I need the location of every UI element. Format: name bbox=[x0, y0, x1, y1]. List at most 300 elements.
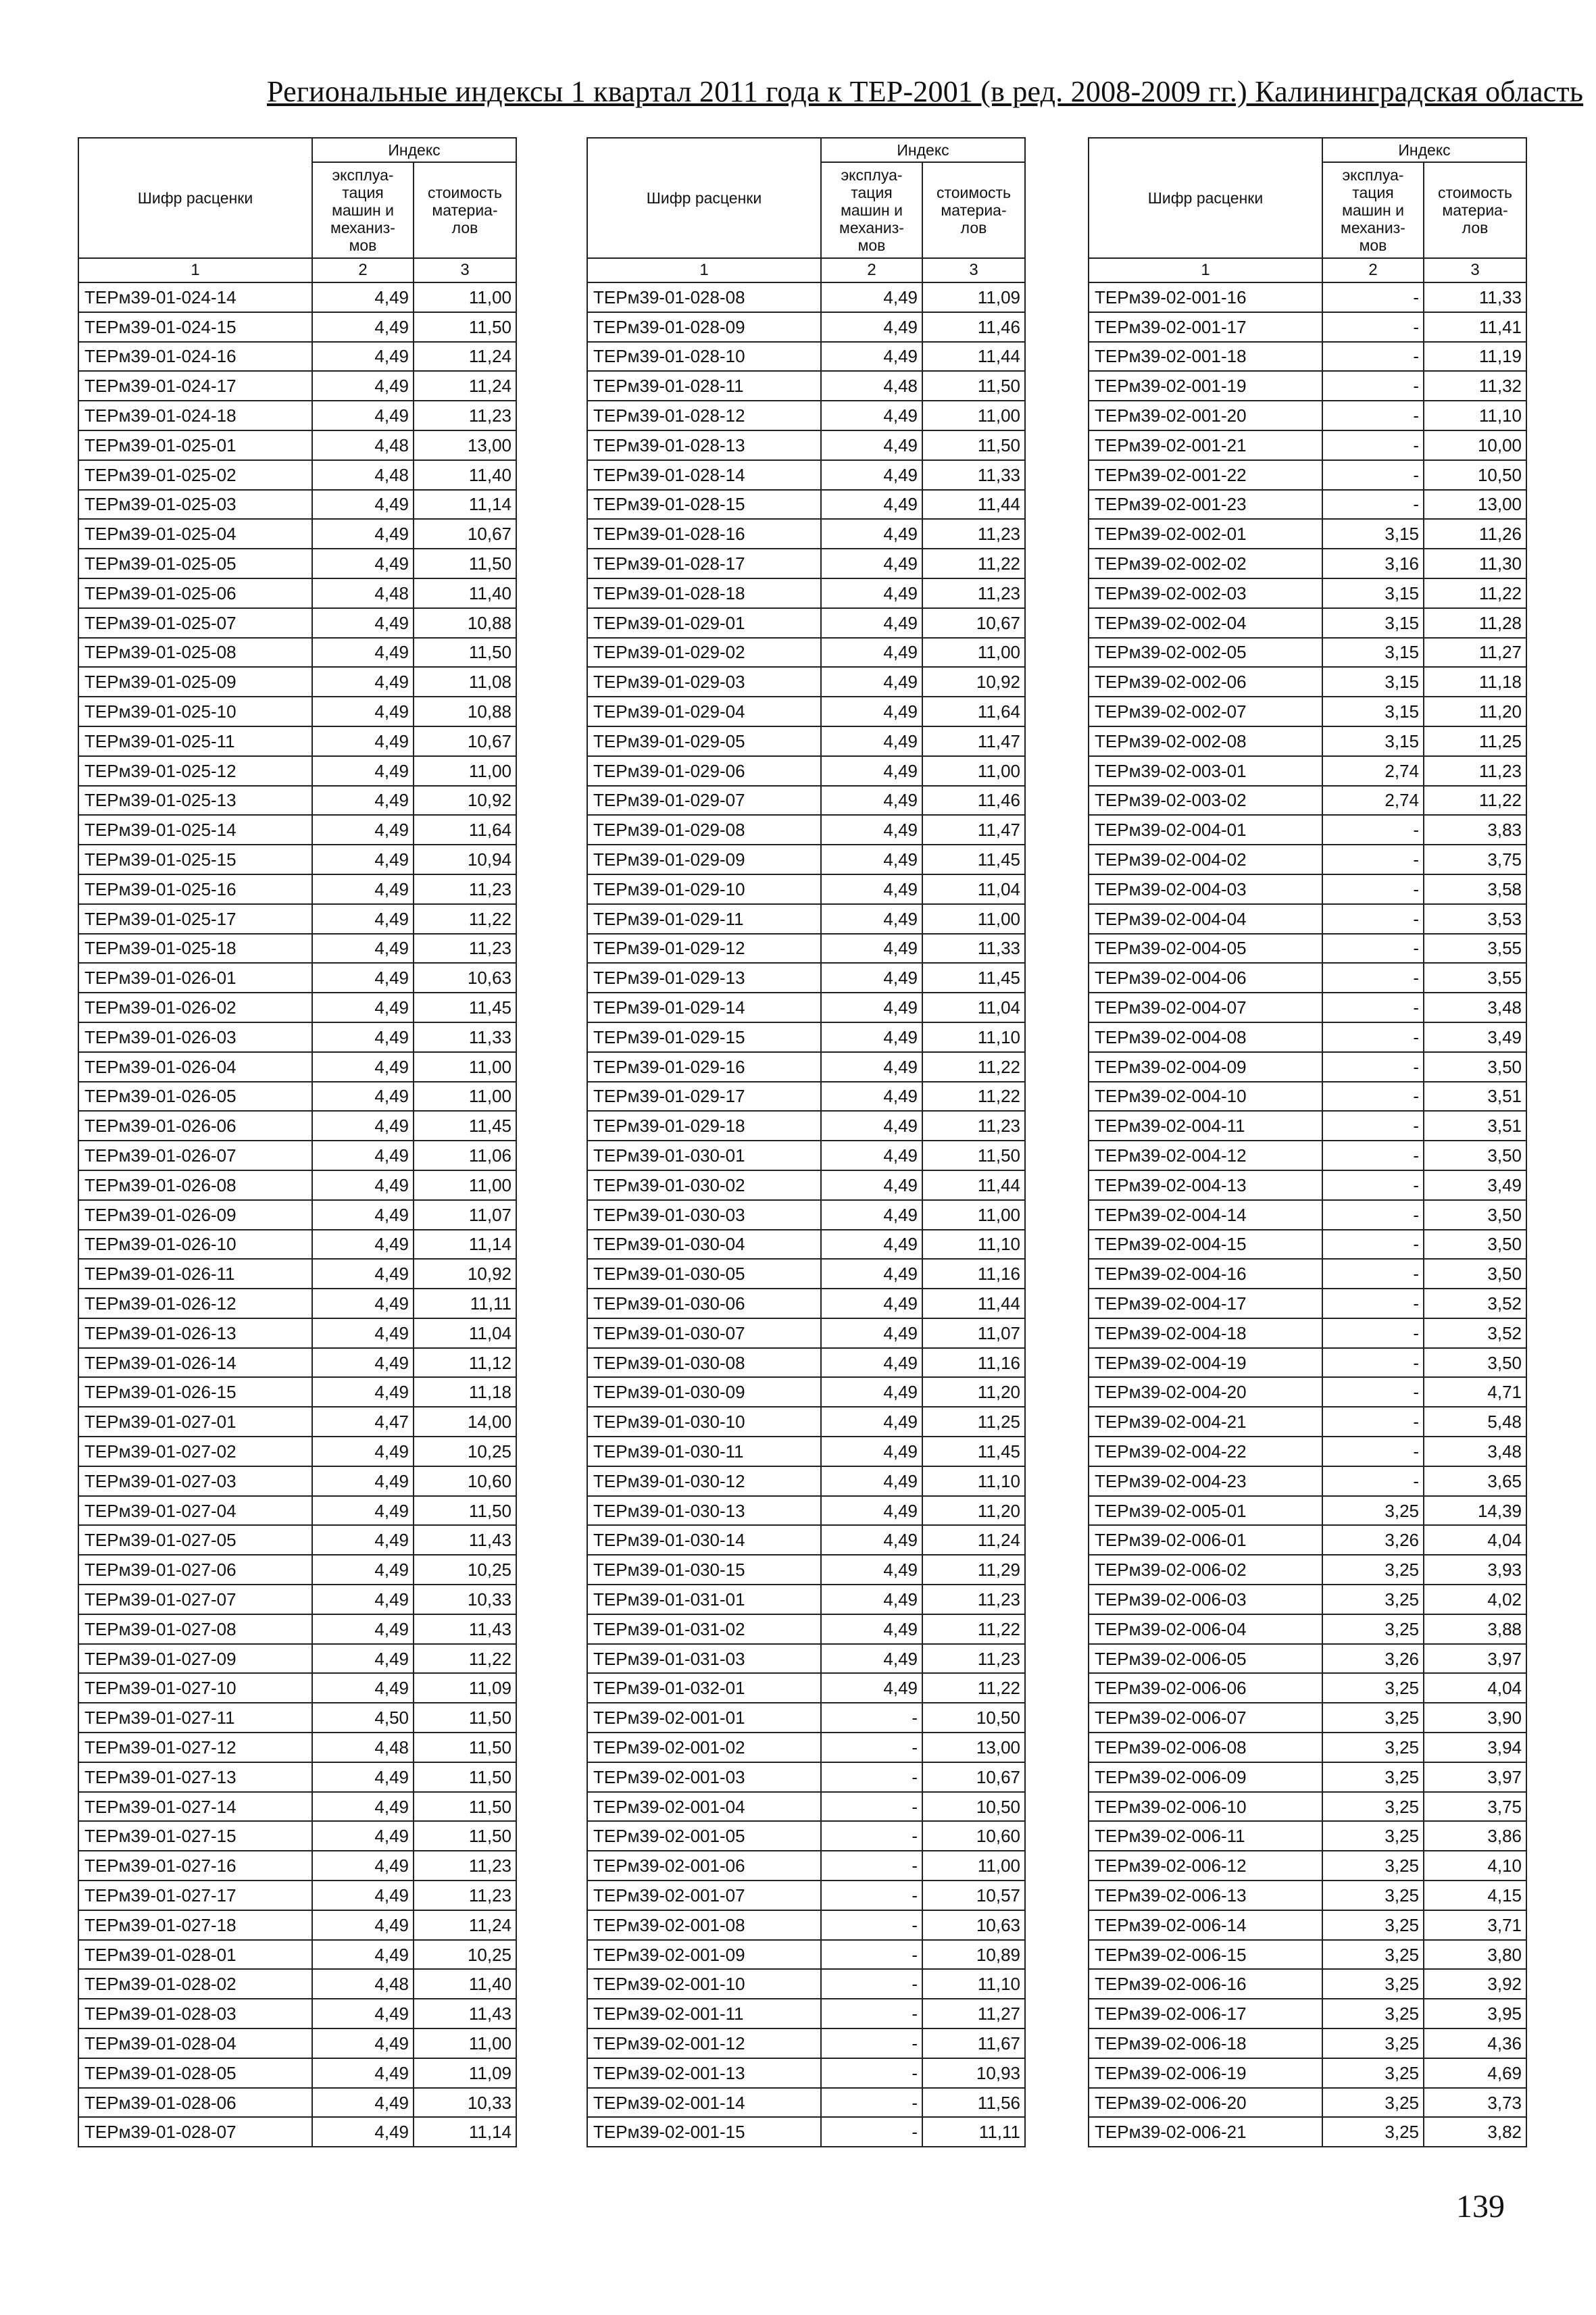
table-row bbox=[1089, 1200, 1526, 1230]
materials-index-cell: 11,27 bbox=[922, 1999, 1025, 2028]
machines-index-cell: - bbox=[1322, 490, 1424, 520]
rate-code-cell: ТЕРм39-02-004-15 bbox=[1089, 1230, 1322, 1260]
rate-code-cell: ТЕРм39-02-001-22 bbox=[1089, 460, 1322, 490]
machines-index-cell: 3,15 bbox=[1322, 578, 1424, 608]
materials-index-cell: 11,47 bbox=[922, 726, 1025, 756]
materials-index-cell: 10,60 bbox=[414, 1466, 516, 1496]
rate-code-cell: ТЕРм39-02-001-13 bbox=[587, 2058, 821, 2088]
rate-code-cell: ТЕРм39-01-030-09 bbox=[587, 1377, 821, 1407]
machines-index-cell: - bbox=[1322, 963, 1424, 993]
materials-index-cell: 11,32 bbox=[1424, 371, 1526, 401]
machines-index-cell: 4,49 bbox=[312, 1525, 414, 1555]
machines-index-cell: 4,49 bbox=[312, 549, 414, 578]
rate-code-cell: ТЕРм39-02-001-14 bbox=[587, 2088, 821, 2118]
rate-code-cell: ТЕРм39-01-025-04 bbox=[78, 519, 312, 549]
machines-index-cell: 4,49 bbox=[821, 1082, 922, 1112]
rate-code-cell: ТЕРм39-01-027-15 bbox=[78, 1821, 312, 1851]
header-code: Шифр расценки bbox=[78, 138, 312, 258]
materials-index-cell: 11,10 bbox=[922, 1230, 1025, 1260]
materials-index-cell: 3,65 bbox=[1424, 1466, 1526, 1496]
table-row bbox=[587, 1555, 1025, 1585]
rate-code-cell: ТЕРм39-01-024-15 bbox=[78, 312, 312, 342]
materials-index-cell: 11,25 bbox=[922, 1407, 1025, 1437]
machines-index-cell: 4,49 bbox=[821, 490, 922, 520]
table-row bbox=[1089, 1170, 1526, 1200]
rate-code-cell: ТЕРм39-01-026-08 bbox=[78, 1170, 312, 1200]
table-row bbox=[587, 904, 1025, 934]
table-row bbox=[78, 1170, 516, 1200]
materials-index-cell: 4,10 bbox=[1424, 1851, 1526, 1881]
materials-index-cell: 3,75 bbox=[1424, 1792, 1526, 1822]
machines-index-cell: 3,25 bbox=[1322, 1792, 1424, 1822]
table-row bbox=[587, 1170, 1025, 1200]
rate-code-cell: ТЕРм39-02-005-01 bbox=[1089, 1496, 1322, 1526]
table-row bbox=[78, 1111, 516, 1141]
materials-index-cell: 11,23 bbox=[922, 519, 1025, 549]
table-row bbox=[587, 1141, 1025, 1170]
machines-index-cell: 4,49 bbox=[821, 1644, 922, 1674]
rate-code-cell: ТЕРм39-02-001-18 bbox=[1089, 342, 1322, 372]
rate-code-cell: ТЕРм39-01-029-10 bbox=[587, 874, 821, 904]
rate-code-cell: ТЕРм39-01-031-02 bbox=[587, 1614, 821, 1644]
rate-code-cell: ТЕРм39-02-006-09 bbox=[1089, 1762, 1322, 1792]
materials-index-cell: 11,50 bbox=[922, 371, 1025, 401]
rate-code-cell: ТЕРм39-01-027-12 bbox=[78, 1733, 312, 1762]
machines-index-cell: 4,49 bbox=[821, 1348, 922, 1378]
materials-index-cell: 10,89 bbox=[922, 1940, 1025, 1970]
machines-index-cell: 4,49 bbox=[821, 1466, 922, 1496]
table-row bbox=[587, 993, 1025, 1022]
materials-index-cell: 11,27 bbox=[1424, 638, 1526, 668]
materials-index-cell: 10,57 bbox=[922, 1881, 1025, 1910]
materials-index-cell: 11,14 bbox=[414, 2117, 516, 2147]
machines-index-cell: 4,49 bbox=[821, 1141, 922, 1170]
table-row bbox=[78, 1910, 516, 1940]
machines-index-cell: 4,49 bbox=[821, 638, 922, 668]
header-index: Индекс bbox=[312, 138, 516, 162]
materials-index-cell: 3,53 bbox=[1424, 904, 1526, 934]
rate-code-cell: ТЕРм39-01-026-13 bbox=[78, 1318, 312, 1348]
materials-index-cell: 10,92 bbox=[414, 786, 516, 816]
machines-index-cell: 3,25 bbox=[1322, 1851, 1424, 1881]
table-row bbox=[587, 1111, 1025, 1141]
rate-code-cell: ТЕРм39-01-028-16 bbox=[587, 519, 821, 549]
machines-index-cell: 3,15 bbox=[1322, 519, 1424, 549]
materials-index-cell: 11,00 bbox=[922, 638, 1025, 668]
machines-index-cell: 4,49 bbox=[821, 1259, 922, 1289]
table-row bbox=[587, 2058, 1025, 2088]
machines-index-cell: - bbox=[1322, 1466, 1424, 1496]
machines-index-cell: - bbox=[1322, 460, 1424, 490]
materials-index-cell: 11,23 bbox=[1424, 756, 1526, 786]
materials-index-cell: 3,95 bbox=[1424, 1999, 1526, 2028]
machines-index-cell: 4,49 bbox=[312, 815, 414, 845]
materials-index-cell: 11,24 bbox=[922, 1525, 1025, 1555]
rate-code-cell: ТЕРм39-01-028-06 bbox=[78, 2088, 312, 2118]
table-row bbox=[587, 519, 1025, 549]
materials-index-cell: 11,64 bbox=[922, 697, 1025, 726]
machines-index-cell: - bbox=[821, 1733, 922, 1762]
rate-code-cell: ТЕРм39-02-001-07 bbox=[587, 1881, 821, 1910]
machines-index-cell: 3,25 bbox=[1322, 1940, 1424, 1970]
machines-index-cell: 4,49 bbox=[312, 1881, 414, 1910]
rate-code-cell: ТЕРм39-01-025-16 bbox=[78, 874, 312, 904]
table-row bbox=[587, 1318, 1025, 1348]
rate-code-cell: ТЕРм39-01-029-07 bbox=[587, 786, 821, 816]
machines-index-cell: 3,15 bbox=[1322, 697, 1424, 726]
machines-index-cell: 4,49 bbox=[312, 1466, 414, 1496]
machines-index-cell: 4,49 bbox=[312, 1022, 414, 1052]
machines-index-cell: 4,49 bbox=[312, 874, 414, 904]
machines-index-cell: 4,49 bbox=[312, 638, 414, 668]
rate-code-cell: ТЕРм39-01-029-01 bbox=[587, 608, 821, 638]
machines-index-cell: 4,49 bbox=[312, 1673, 414, 1703]
table-row bbox=[1089, 549, 1526, 578]
table-row bbox=[587, 1082, 1025, 1112]
materials-index-cell: 11,22 bbox=[1424, 786, 1526, 816]
materials-index-cell: 11,22 bbox=[414, 904, 516, 934]
table-row bbox=[587, 638, 1025, 668]
rate-code-cell: ТЕРм39-02-001-15 bbox=[587, 2117, 821, 2147]
materials-index-cell: 11,23 bbox=[922, 1644, 1025, 1674]
machines-index-cell: 4,49 bbox=[821, 1585, 922, 1614]
rate-code-cell: ТЕРм39-02-006-13 bbox=[1089, 1881, 1322, 1910]
rate-code-cell: ТЕРм39-02-006-18 bbox=[1089, 2028, 1322, 2058]
machines-index-cell: 4,49 bbox=[821, 697, 922, 726]
rate-code-cell: ТЕРм39-01-029-12 bbox=[587, 934, 821, 964]
rate-code-cell: ТЕРм39-02-004-10 bbox=[1089, 1082, 1322, 1112]
table-row bbox=[78, 1052, 516, 1082]
rate-code-cell: ТЕРм39-02-004-13 bbox=[1089, 1170, 1322, 1200]
table-row bbox=[587, 697, 1025, 726]
materials-index-cell: 11,50 bbox=[414, 312, 516, 342]
materials-index-cell: 11,44 bbox=[922, 1170, 1025, 1200]
machines-index-cell: 4,49 bbox=[821, 1555, 922, 1585]
materials-index-cell: 11,45 bbox=[414, 993, 516, 1022]
table-row bbox=[587, 1437, 1025, 1466]
machines-index-cell: 4,49 bbox=[312, 1230, 414, 1260]
machines-index-cell: 4,49 bbox=[821, 1377, 922, 1407]
table-row bbox=[1089, 1111, 1526, 1141]
table-row bbox=[587, 1377, 1025, 1407]
rate-code-cell: ТЕРм39-01-026-12 bbox=[78, 1289, 312, 1318]
machines-index-cell: 4,48 bbox=[312, 460, 414, 490]
table-row bbox=[1089, 1437, 1526, 1466]
table-row bbox=[1089, 1644, 1526, 1674]
table-row bbox=[78, 342, 516, 372]
materials-index-cell: 11,41 bbox=[1424, 312, 1526, 342]
table-row bbox=[1089, 697, 1526, 726]
machines-index-cell: 4,49 bbox=[821, 934, 922, 964]
materials-index-cell: 11,45 bbox=[414, 1111, 516, 1141]
materials-index-cell: 11,23 bbox=[922, 1111, 1025, 1141]
rate-code-cell: ТЕРм39-02-006-14 bbox=[1089, 1910, 1322, 1940]
table-row bbox=[78, 963, 516, 993]
rate-code-cell: ТЕРм39-02-001-20 bbox=[1089, 401, 1322, 430]
rate-code-cell: ТЕРм39-02-006-12 bbox=[1089, 1851, 1322, 1881]
machines-index-cell: 4,49 bbox=[821, 342, 922, 372]
machines-index-cell: 3,26 bbox=[1322, 1525, 1424, 1555]
table-row bbox=[78, 1673, 516, 1703]
rate-code-cell: ТЕРм39-01-025-12 bbox=[78, 756, 312, 786]
table-row bbox=[587, 490, 1025, 520]
materials-index-cell: 11,00 bbox=[922, 1851, 1025, 1881]
materials-index-cell: 11,22 bbox=[922, 1052, 1025, 1082]
materials-index-cell: 11,45 bbox=[922, 1437, 1025, 1466]
table-row bbox=[587, 460, 1025, 490]
machines-index-cell: 3,25 bbox=[1322, 1673, 1424, 1703]
materials-index-cell: 11,18 bbox=[414, 1377, 516, 1407]
rate-code-cell: ТЕРм39-02-004-05 bbox=[1089, 934, 1322, 964]
table-row bbox=[78, 1585, 516, 1614]
rate-code-cell: ТЕРм39-02-004-03 bbox=[1089, 874, 1322, 904]
materials-index-cell: 3,50 bbox=[1424, 1348, 1526, 1378]
machines-index-cell: 4,49 bbox=[312, 1437, 414, 1466]
materials-index-cell: 11,10 bbox=[922, 1022, 1025, 1052]
table-row bbox=[1089, 726, 1526, 756]
machines-index-cell: 4,49 bbox=[312, 1792, 414, 1822]
rate-code-cell: ТЕРм39-01-027-11 bbox=[78, 1703, 312, 1733]
rate-code-cell: ТЕРм39-01-025-06 bbox=[78, 578, 312, 608]
rate-code-cell: ТЕРм39-01-030-05 bbox=[587, 1259, 821, 1289]
materials-index-cell: 5,48 bbox=[1424, 1407, 1526, 1437]
machines-index-cell: 4,49 bbox=[312, 2058, 414, 2088]
table-row bbox=[1089, 342, 1526, 372]
machines-index-cell: 4,48 bbox=[821, 371, 922, 401]
table-row bbox=[587, 1733, 1025, 1762]
materials-index-cell: 11,33 bbox=[1424, 282, 1526, 312]
rate-code-cell: ТЕРм39-01-024-16 bbox=[78, 342, 312, 372]
table-row bbox=[587, 371, 1025, 401]
machines-index-cell: 4,49 bbox=[312, 1496, 414, 1526]
materials-index-cell: 10,67 bbox=[414, 726, 516, 756]
table-row bbox=[1089, 1259, 1526, 1289]
table-row bbox=[78, 667, 516, 697]
table-row bbox=[1089, 1348, 1526, 1378]
table-row bbox=[1089, 874, 1526, 904]
machines-index-cell: 4,49 bbox=[312, 1821, 414, 1851]
table-body bbox=[1089, 282, 1526, 2147]
table-row bbox=[78, 638, 516, 668]
table-row bbox=[1089, 2028, 1526, 2058]
rate-code-cell: ТЕРм39-01-026-01 bbox=[78, 963, 312, 993]
materials-index-cell: 10,50 bbox=[922, 1703, 1025, 1733]
rate-code-cell: ТЕРм39-02-001-08 bbox=[587, 1910, 821, 1940]
rate-code-cell: ТЕРм39-02-004-21 bbox=[1089, 1407, 1322, 1437]
table-row bbox=[1089, 1466, 1526, 1496]
materials-index-cell: 13,00 bbox=[922, 1733, 1025, 1762]
machines-index-cell: - bbox=[821, 1940, 922, 1970]
rate-code-cell: ТЕРм39-01-027-17 bbox=[78, 1881, 312, 1910]
table-row bbox=[587, 401, 1025, 430]
machines-index-cell: 4,49 bbox=[312, 1259, 414, 1289]
materials-index-cell: 11,00 bbox=[414, 2028, 516, 2058]
rate-code-cell: ТЕРм39-01-024-18 bbox=[78, 401, 312, 430]
machines-index-cell: 4,49 bbox=[821, 874, 922, 904]
materials-index-cell: 11,04 bbox=[414, 1318, 516, 1348]
rate-code-cell: ТЕРм39-02-002-07 bbox=[1089, 697, 1322, 726]
table-row bbox=[1089, 2117, 1526, 2147]
materials-index-cell: 3,51 bbox=[1424, 1082, 1526, 1112]
table-row bbox=[78, 1881, 516, 1910]
table-row bbox=[587, 1230, 1025, 1260]
materials-index-cell: 11,40 bbox=[414, 1969, 516, 1999]
materials-index-cell: 11,40 bbox=[414, 460, 516, 490]
rate-code-cell: ТЕРм39-01-030-03 bbox=[587, 1200, 821, 1230]
materials-index-cell: 11,00 bbox=[414, 756, 516, 786]
table-row bbox=[1089, 1792, 1526, 1822]
machines-index-cell: 3,25 bbox=[1322, 1496, 1424, 1526]
materials-index-cell: 3,52 bbox=[1424, 1289, 1526, 1318]
rate-code-cell: ТЕРм39-01-028-02 bbox=[78, 1969, 312, 1999]
machines-index-cell: - bbox=[1322, 1348, 1424, 1378]
machines-index-cell: 4,49 bbox=[821, 430, 922, 460]
materials-index-cell: 11,19 bbox=[1424, 342, 1526, 372]
rate-code-cell: ТЕРм39-01-030-10 bbox=[587, 1407, 821, 1437]
table-row bbox=[587, 963, 1025, 993]
rate-code-cell: ТЕРм39-01-028-11 bbox=[587, 371, 821, 401]
materials-index-cell: 11,08 bbox=[414, 667, 516, 697]
machines-index-cell: - bbox=[821, 1703, 922, 1733]
rate-code-cell: ТЕРм39-01-027-07 bbox=[78, 1585, 312, 1614]
rate-code-cell: ТЕРм39-01-029-18 bbox=[587, 1111, 821, 1141]
machines-index-cell: 4,49 bbox=[821, 519, 922, 549]
machines-index-cell: 3,25 bbox=[1322, 1733, 1424, 1762]
header-code: Шифр расценки bbox=[587, 138, 821, 258]
machines-index-cell: 3,15 bbox=[1322, 608, 1424, 638]
materials-index-cell: 10,92 bbox=[922, 667, 1025, 697]
materials-index-cell: 3,58 bbox=[1424, 874, 1526, 904]
materials-index-cell: 11,16 bbox=[922, 1259, 1025, 1289]
materials-index-cell: 10,25 bbox=[414, 1555, 516, 1585]
table-row bbox=[78, 430, 516, 460]
rate-code-cell: ТЕРм39-02-006-19 bbox=[1089, 2058, 1322, 2088]
machines-index-cell: 4,49 bbox=[312, 1585, 414, 1614]
materials-index-cell: 11,11 bbox=[922, 2117, 1025, 2147]
materials-index-cell: 3,50 bbox=[1424, 1259, 1526, 1289]
table-row bbox=[587, 1348, 1025, 1378]
machines-index-cell: 4,49 bbox=[312, 786, 414, 816]
index-table-3 bbox=[1088, 137, 1527, 2147]
materials-index-cell: 11,00 bbox=[922, 904, 1025, 934]
table-row bbox=[587, 1792, 1025, 1822]
table-row bbox=[78, 371, 516, 401]
machines-index-cell: 4,49 bbox=[821, 282, 922, 312]
rate-code-cell: ТЕРм39-02-006-10 bbox=[1089, 1792, 1322, 1822]
rate-code-cell: ТЕРм39-01-027-04 bbox=[78, 1496, 312, 1526]
table-row bbox=[587, 549, 1025, 578]
machines-index-cell: 4,49 bbox=[312, 371, 414, 401]
materials-index-cell: 3,50 bbox=[1424, 1200, 1526, 1230]
rate-code-cell: ТЕРм39-01-028-10 bbox=[587, 342, 821, 372]
machines-index-cell: - bbox=[821, 1910, 922, 1940]
machines-index-cell: - bbox=[821, 2058, 922, 2088]
machines-index-cell: - bbox=[1322, 874, 1424, 904]
machines-index-cell: 4,49 bbox=[312, 1940, 414, 1970]
machines-index-cell: - bbox=[1322, 401, 1424, 430]
rate-code-cell: ТЕРм39-02-004-11 bbox=[1089, 1111, 1322, 1141]
table-row bbox=[78, 1851, 516, 1881]
rate-code-cell: ТЕРм39-01-025-07 bbox=[78, 608, 312, 638]
table-row bbox=[78, 1821, 516, 1851]
machines-index-cell: 4,49 bbox=[821, 549, 922, 578]
machines-index-cell: 3,25 bbox=[1322, 1555, 1424, 1585]
rate-code-cell: ТЕРм39-02-002-03 bbox=[1089, 578, 1322, 608]
machines-index-cell: 4,49 bbox=[821, 1407, 922, 1437]
table-row bbox=[1089, 519, 1526, 549]
rate-code-cell: ТЕРм39-01-032-01 bbox=[587, 1673, 821, 1703]
materials-index-cell: 10,67 bbox=[922, 608, 1025, 638]
table-row bbox=[1089, 1673, 1526, 1703]
table-row bbox=[1089, 2058, 1526, 2088]
materials-index-cell: 10,50 bbox=[1424, 460, 1526, 490]
machines-index-cell: 4,49 bbox=[821, 1318, 922, 1348]
machines-index-cell: 4,49 bbox=[312, 1348, 414, 1378]
materials-index-cell: 3,55 bbox=[1424, 963, 1526, 993]
materials-index-cell: 11,07 bbox=[414, 1200, 516, 1230]
rate-code-cell: ТЕРм39-01-025-18 bbox=[78, 934, 312, 964]
rate-code-cell: ТЕРм39-01-027-05 bbox=[78, 1525, 312, 1555]
materials-index-cell: 11,25 bbox=[1424, 726, 1526, 756]
table-row bbox=[78, 549, 516, 578]
rate-code-cell: ТЕРм39-01-030-11 bbox=[587, 1437, 821, 1466]
rate-code-cell: ТЕРм39-01-025-17 bbox=[78, 904, 312, 934]
header-col-3: 3 bbox=[922, 258, 1025, 282]
table-row bbox=[1089, 460, 1526, 490]
table-row bbox=[78, 1614, 516, 1644]
materials-index-cell: 11,04 bbox=[922, 993, 1025, 1022]
header-index: Индекс bbox=[1322, 138, 1526, 162]
machines-index-cell: 4,49 bbox=[312, 993, 414, 1022]
table-row bbox=[1089, 1525, 1526, 1555]
header-col-1: 1 bbox=[587, 258, 821, 282]
rate-code-cell: ТЕРм39-01-026-09 bbox=[78, 1200, 312, 1230]
table-row bbox=[78, 1289, 516, 1318]
rate-code-cell: ТЕРм39-01-029-11 bbox=[587, 904, 821, 934]
machines-index-cell: 2,74 bbox=[1322, 786, 1424, 816]
materials-index-cell: 3,48 bbox=[1424, 1437, 1526, 1466]
machines-index-cell: - bbox=[1322, 993, 1424, 1022]
machines-index-cell: 4,49 bbox=[312, 756, 414, 786]
materials-index-cell: 13,00 bbox=[1424, 490, 1526, 520]
machines-index-cell: 4,49 bbox=[312, 667, 414, 697]
materials-index-cell: 11,33 bbox=[922, 934, 1025, 964]
rate-code-cell: ТЕРм39-02-004-16 bbox=[1089, 1259, 1322, 1289]
table-row bbox=[587, 1407, 1025, 1437]
machines-index-cell: 3,25 bbox=[1322, 1881, 1424, 1910]
rate-code-cell: ТЕРм39-01-028-04 bbox=[78, 2028, 312, 2058]
rate-code-cell: ТЕРм39-02-004-06 bbox=[1089, 963, 1322, 993]
rate-code-cell: ТЕРм39-01-030-01 bbox=[587, 1141, 821, 1170]
materials-index-cell: 11,18 bbox=[1424, 667, 1526, 697]
table-row bbox=[587, 786, 1025, 816]
machines-index-cell: 4,49 bbox=[312, 342, 414, 372]
rate-code-cell: ТЕРм39-02-004-02 bbox=[1089, 845, 1322, 874]
table-row bbox=[78, 1703, 516, 1733]
table-row bbox=[1089, 1969, 1526, 1999]
machines-index-cell: - bbox=[821, 1762, 922, 1792]
materials-index-cell: 11,20 bbox=[922, 1377, 1025, 1407]
machines-index-cell: 4,49 bbox=[821, 1022, 922, 1052]
rate-code-cell: ТЕРм39-02-002-05 bbox=[1089, 638, 1322, 668]
table-row bbox=[78, 1525, 516, 1555]
materials-index-cell: 10,94 bbox=[414, 845, 516, 874]
machines-index-cell: 4,49 bbox=[312, 1377, 414, 1407]
materials-index-cell: 3,52 bbox=[1424, 1318, 1526, 1348]
rate-code-cell: ТЕРм39-01-030-04 bbox=[587, 1230, 821, 1260]
materials-index-cell: 11,22 bbox=[922, 549, 1025, 578]
table-row bbox=[1089, 2088, 1526, 2118]
